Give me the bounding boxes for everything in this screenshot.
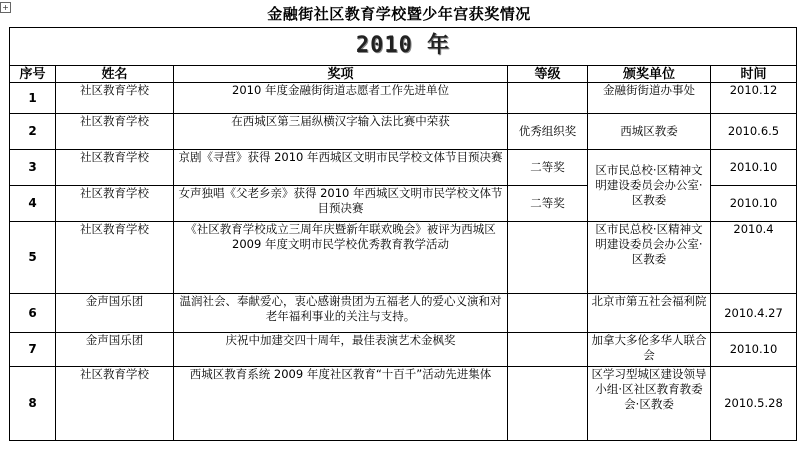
row-level [508, 294, 588, 333]
row-date: 2010.10 [711, 333, 797, 367]
row-award: 温润社会、奉献爱心，衷心感谢贵团为五福老人的爱心义演和对老年福利事业的关注与支持。 [174, 294, 508, 333]
row-level: 二等奖 [508, 186, 588, 222]
row-level [508, 222, 588, 294]
row-name: 社区教育学校 [56, 367, 174, 441]
row-award: 西城区教育系统 2009 年度社区教育“十百千”活动先进集体 [174, 367, 508, 441]
row-date: 2010.5.28 [711, 367, 797, 441]
row-level: 二等奖 [508, 150, 588, 186]
row-award: 庆祝中加建交四十周年，最佳表演艺术金枫奖 [174, 333, 508, 367]
row-issuer: 西城区教委 [588, 114, 711, 150]
row-date: 2010.12 [711, 83, 797, 114]
row-number: 6 [10, 294, 56, 333]
header-name: 姓名 [56, 66, 174, 83]
row-name: 社区教育学校 [56, 150, 174, 186]
row-name: 社区教育学校 [56, 222, 174, 294]
header-level: 等级 [508, 66, 588, 83]
row-number: 8 [10, 367, 56, 441]
row-issuer: 区学习型城区建设领导小组·区社区教育教委会·区教委 [588, 367, 711, 441]
row-number: 5 [10, 222, 56, 294]
row-name: 社区教育学校 [56, 186, 174, 222]
row-issuer: 金融街街道办事处 [588, 83, 711, 114]
table-anchor-icon[interactable]: + [0, 2, 11, 13]
row-name: 金声国乐团 [56, 333, 174, 367]
row-award: 在西城区第三届纵横汉字输入法比赛中荣获 [174, 114, 508, 150]
header-award: 奖项 [174, 66, 508, 83]
table-row [10, 333, 797, 367]
row-issuer: 北京市第五社会福利院 [588, 294, 711, 333]
table-row [10, 114, 797, 150]
row-issuer: 加拿大多伦多华人联合会 [588, 333, 711, 367]
row-number: 2 [10, 114, 56, 150]
table-row [10, 150, 797, 186]
row-name: 社区教育学校 [56, 114, 174, 150]
row-level [508, 367, 588, 441]
row-number: 4 [10, 186, 56, 222]
awards-table [9, 27, 797, 441]
row-level [508, 333, 588, 367]
row-award: 2010 年度金融街街道志愿者工作先进单位 [174, 83, 508, 114]
year-row [10, 28, 797, 66]
row-date: 2010.10 [711, 186, 797, 222]
table-row [10, 83, 797, 114]
row-name: 金声国乐团 [56, 294, 174, 333]
row-award: 京剧《寻营》获得 2010 年西城区文明市民学校文体节目预决赛 [174, 150, 508, 186]
year-heading: 2010 年 [355, 32, 451, 58]
table-row [10, 367, 797, 441]
table-row [10, 222, 797, 294]
row-date: 2010.4.27 [711, 294, 797, 333]
row-award: 女声独唱《父老乡亲》获得 2010 年西城区文明市民学校文体节目预决赛 [174, 186, 508, 222]
row-number: 1 [10, 83, 56, 114]
row-number: 3 [10, 150, 56, 186]
row-name: 社区教育学校 [56, 83, 174, 114]
header-no: 序号 [10, 66, 56, 83]
page-title: 金融街社区教育学校暨少年宫获奖情况 [267, 5, 531, 23]
row-date: 2010.10 [711, 150, 797, 186]
row-date: 2010.4 [711, 222, 797, 294]
row-issuer: 区市民总校·区精神文明建设委员会办公室·区教委 [588, 150, 711, 222]
header-date: 时间 [711, 66, 797, 83]
row-level [508, 83, 588, 114]
row-award: 《社区教育学校成立三周年庆暨新年联欢晚会》被评为西城区 2009 年度文明市民学校优秀教育教学活动 [174, 222, 508, 294]
table-row [10, 294, 797, 333]
row-level: 优秀组织奖 [508, 114, 588, 150]
header-row [10, 66, 797, 83]
row-number: 7 [10, 333, 56, 367]
header-issuer: 颁奖单位 [588, 66, 711, 83]
row-issuer: 区市民总校·区精神文明建设委员会办公室·区教委 [588, 222, 711, 294]
row-date: 2010.6.5 [711, 114, 797, 150]
